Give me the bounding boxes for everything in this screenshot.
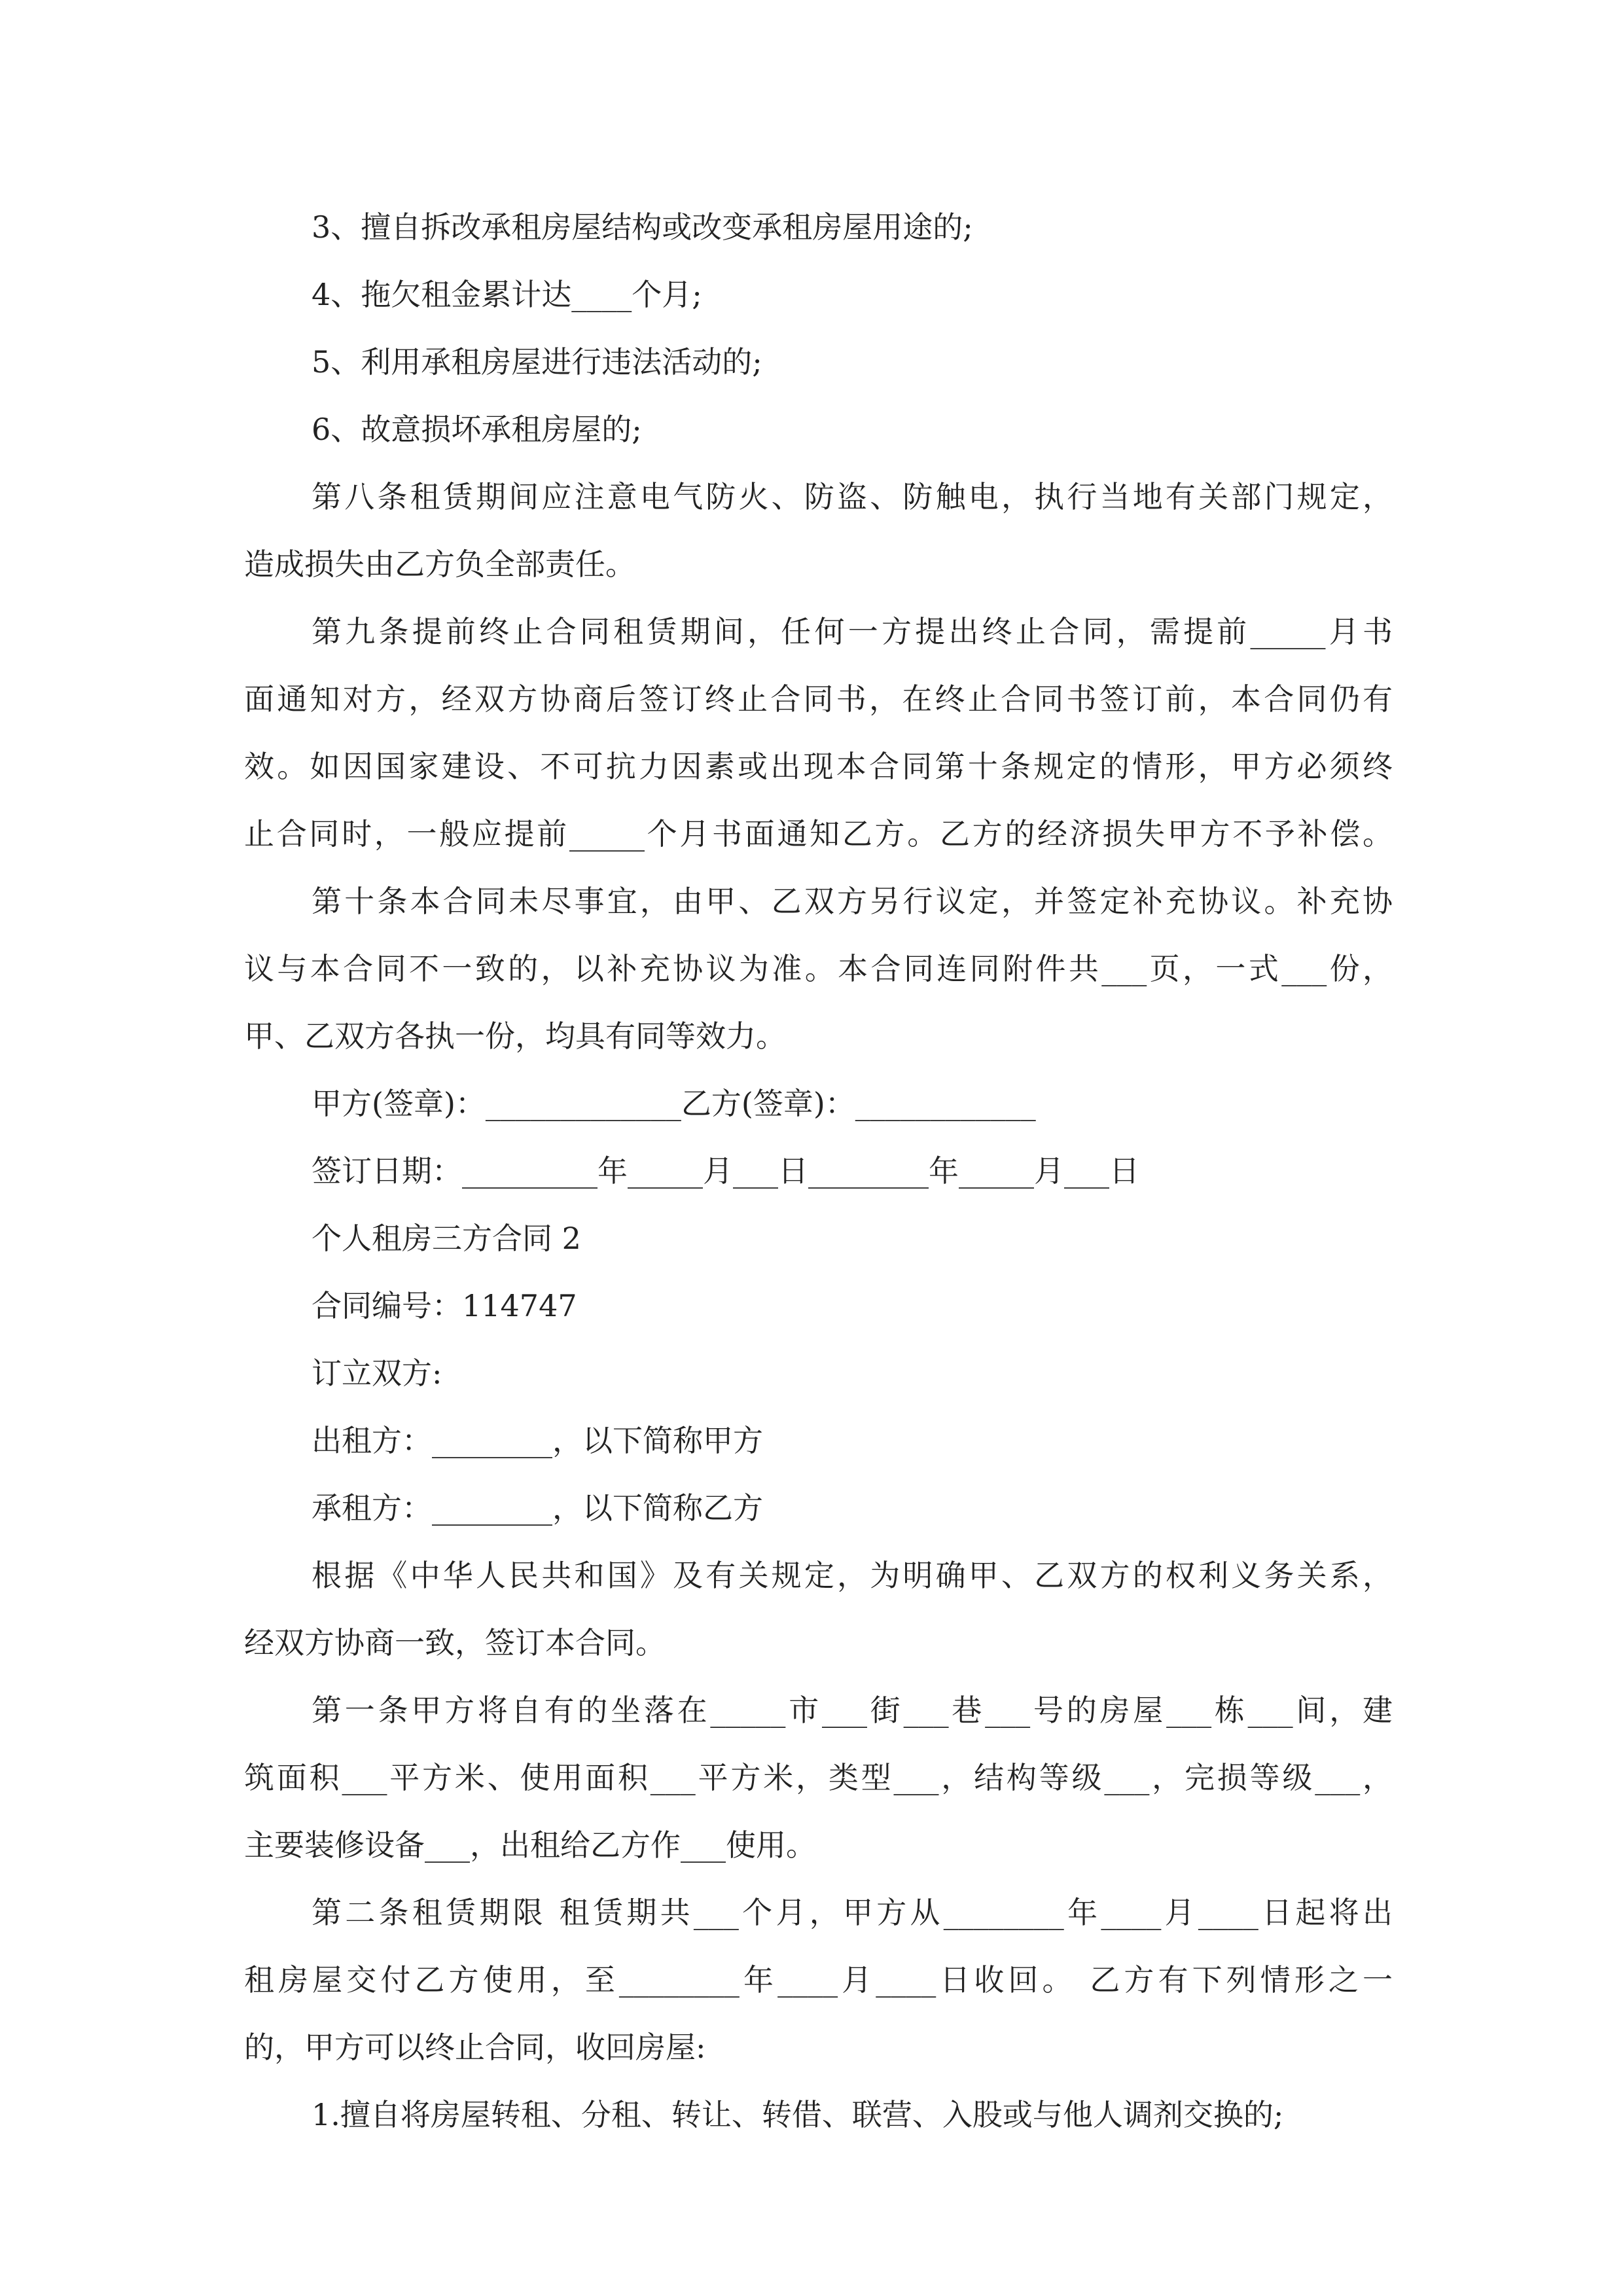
parties-heading: 订立双方: bbox=[312, 1355, 442, 1391]
preamble-line: 经双方协商一致，签订本合同。 bbox=[244, 1625, 666, 1660]
article-9-line: 止合同时，一般应提前_____个月书面通知乙方。乙方的经济损失甲方不予补偿。 bbox=[244, 816, 1393, 852]
article-8-line: 造成损失由乙方负全部责任。 bbox=[244, 547, 635, 582]
termination-item: 1.擅自将房屋转租、分租、转让、转借、联营、入股或与他人调剂交换的; bbox=[312, 2097, 1284, 2132]
contract-title: 个人租房三方合同 2 bbox=[312, 1221, 581, 1256]
lessor-line: 出租方：________，以下简称甲方 bbox=[312, 1423, 763, 1458]
clause-line: 5、利用承租房屋进行违法活动的; bbox=[312, 344, 762, 380]
lessee-line: 承租方：________，以下简称乙方 bbox=[312, 1490, 763, 1526]
article-10-line: 第十条本合同未尽事宜，由甲、乙双方另行议定，并签定补充协议。补充协 bbox=[312, 884, 1393, 919]
article-2-line: 的，甲方可以终止合同，收回房屋: bbox=[244, 2030, 706, 2065]
document-body bbox=[244, 194, 1393, 2149]
article-9-line: 面通知对方，经双方协商后签订终止合同书，在终止合同书签订前，本合同仍有 bbox=[244, 681, 1393, 717]
article-1-line: 筑面积___平方米、使用面积___平方米，类型___，结构等级___，完损等级___， bbox=[244, 1760, 1393, 1795]
article-9-line: 第九条提前终止合同租赁期间，任何一方提出终止合同，需提前_____月书 bbox=[312, 614, 1393, 649]
contract-number: 合同编号：114747 bbox=[312, 1288, 577, 1323]
article-10-line: 议与本合同不一致的，以补充协议为准。本合同连同附件共___页，一式___份， bbox=[244, 951, 1393, 986]
clause-line: 4、拖欠租金累计达____个月; bbox=[312, 277, 702, 312]
clause-line: 6、故意损坏承租房屋的; bbox=[312, 412, 642, 447]
preamble-line: 根据《中华人民共和国》及有关规定，为明确甲、乙双方的权利义务关系， bbox=[312, 1558, 1393, 1593]
clause-line: 3、擅自拆改承租房屋结构或改变承租房屋用途的; bbox=[312, 209, 973, 245]
signature-line: 甲方(签章)：_____________乙方(签章)：____________ bbox=[312, 1086, 1036, 1121]
signing-date-line: 签订日期：_________年_____月___日________年_____月___日 bbox=[312, 1153, 1139, 1189]
article-9-line: 效。如因国家建设、不可抗力因素或出现本合同第十条规定的情形，甲方必须终 bbox=[244, 749, 1393, 784]
article-2-line: 租房屋交付乙方使用，至________年____月____日收回。 乙方有下列情形之一 bbox=[244, 1962, 1393, 1998]
article-10-line: 甲、乙双方各执一份，均具有同等效力。 bbox=[244, 1018, 786, 1054]
article-2-line: 第二条租赁期限 租赁期共___个月，甲方从________年____月____日起将出 bbox=[312, 1895, 1393, 1930]
article-1-line: 主要装修设备___，出租给乙方作___使用。 bbox=[244, 1827, 816, 1863]
article-1-line: 第一条甲方将自有的坐落在_____市___街___巷___号的房屋___栋___间，建 bbox=[312, 1693, 1393, 1728]
article-8-line: 第八条租赁期间应注意电气防火、防盗、防触电，执行当地有关部门规定， bbox=[312, 479, 1393, 514]
